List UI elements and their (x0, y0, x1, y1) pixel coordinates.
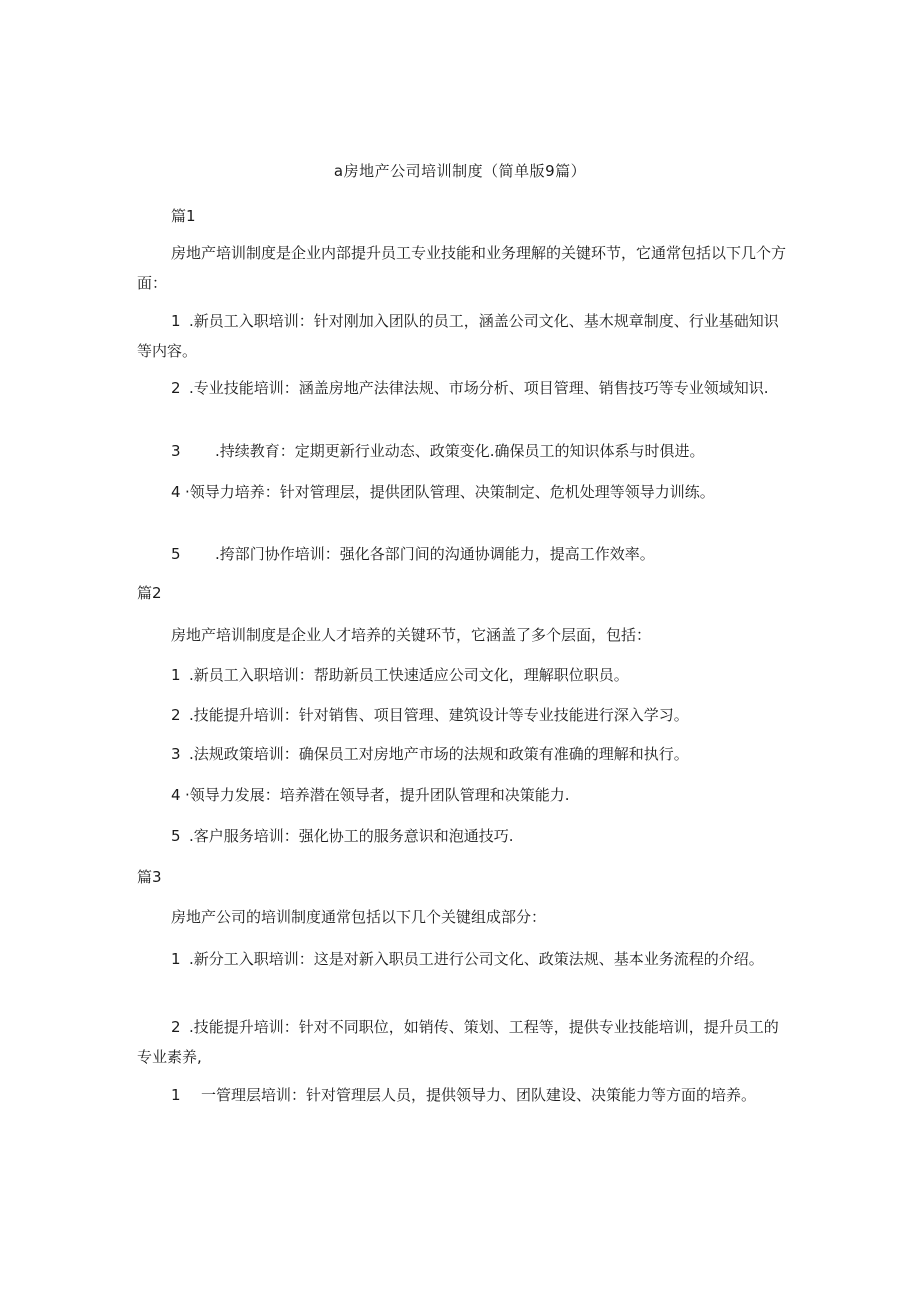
list-item-text: .专业技能培训：涵盖房地产法律法规、市场分析、项目管理、销售技巧等专业领域知识. (189, 379, 769, 397)
list-item-number: 3 (171, 745, 181, 763)
list-item-text: 一管理层培训：针对管理层人员，提供领导力、团队建设、决策能力等方面的培养。 (201, 1086, 757, 1104)
list-item-number: 2 (171, 379, 181, 397)
list-item-number: 1 (171, 312, 181, 330)
list-item-text: .挎部门协作培训：强化各部门间的沟通协调能力，提高工作效率。 (215, 545, 655, 563)
section-heading: 篇3 (137, 868, 162, 886)
list-item (171, 664, 629, 686)
section-intro: 房地产培训制度是企业内部提升员工专业技能和业务理解的关键环节，它通常包括以下几个方面： (137, 244, 787, 292)
list-item (171, 440, 705, 462)
list-item-text: .持续教育：定期更新行业动态、政策变化.确保员工的知识体系与时俱进。 (215, 442, 705, 460)
list-item (137, 306, 787, 366)
list-item-text: .新分工入职培训：这是对新入职员工进行公司文化、政策法规、基本业务流程的介绍。 (189, 950, 764, 968)
list-item-number: 2 (171, 706, 181, 724)
list-item (137, 944, 787, 974)
list-item-number: 1 (171, 1086, 181, 1104)
list-item-number: 5 (171, 827, 181, 845)
list-item-number: 4 (171, 786, 181, 804)
list-item-text: .法规政策培训：确保员工对房地产市场的法规和政策有准确的理解和执行。 (189, 745, 689, 763)
list-item-text: ·领导力发展：培养潜在领导者，提升团队管理和决策能力. (185, 786, 570, 804)
list-item-number: 3 (171, 442, 181, 460)
list-item (171, 825, 514, 847)
list-item-number: 2 (171, 1018, 181, 1036)
list-item (171, 704, 689, 726)
section-heading: 篇1 (171, 207, 196, 225)
section-intro: 房地产培训制度是企业人才培养的关键环节，它涵盖了多个层面，包括： (171, 626, 652, 644)
list-item-number: 5 (171, 545, 181, 563)
list-item-text: .新员工入职培训：帮助新员工快速适应公司文化，理解职位职员。 (189, 666, 629, 684)
section-intro: 房地产公司的培训制度通常包括以下几个关键组成部分： (171, 908, 547, 926)
list-item-number: 1 (171, 950, 181, 968)
list-item (171, 784, 570, 806)
section-heading: 篇2 (137, 584, 162, 602)
list-item-text: .技能提升培训：针对销售、项目管理、建筑设计等专业技能进行深入学习。 (189, 706, 689, 724)
list-item-number: 1 (171, 666, 181, 684)
list-item-text: .新员工入职培训：针对刚加入团队的员工，涵盖公司文化、基木规章制度、行业基础知识等内容。 (137, 312, 779, 360)
list-item (137, 373, 787, 403)
list-item-text: ·领导力培养：针对管理层，提供团队管理、决策制定、危机处理等领导力训练。 (185, 483, 715, 501)
list-item (137, 1080, 787, 1110)
list-item-text: .客户服务培训：强化协工的服务意识和泡通技巧. (189, 827, 514, 845)
list-item (171, 543, 655, 565)
list-item-number: 4 (171, 483, 181, 501)
list-item (171, 743, 689, 765)
list-item (137, 477, 762, 507)
list-item-text: .技能提升培训：针对不同职位，如销传、策划、工程等，提供专业技能培训，提升员工的专业素养, (137, 1018, 779, 1066)
list-item (137, 1012, 787, 1072)
document-title: a房地产公司培训制度（简单版9篇） (333, 162, 587, 180)
